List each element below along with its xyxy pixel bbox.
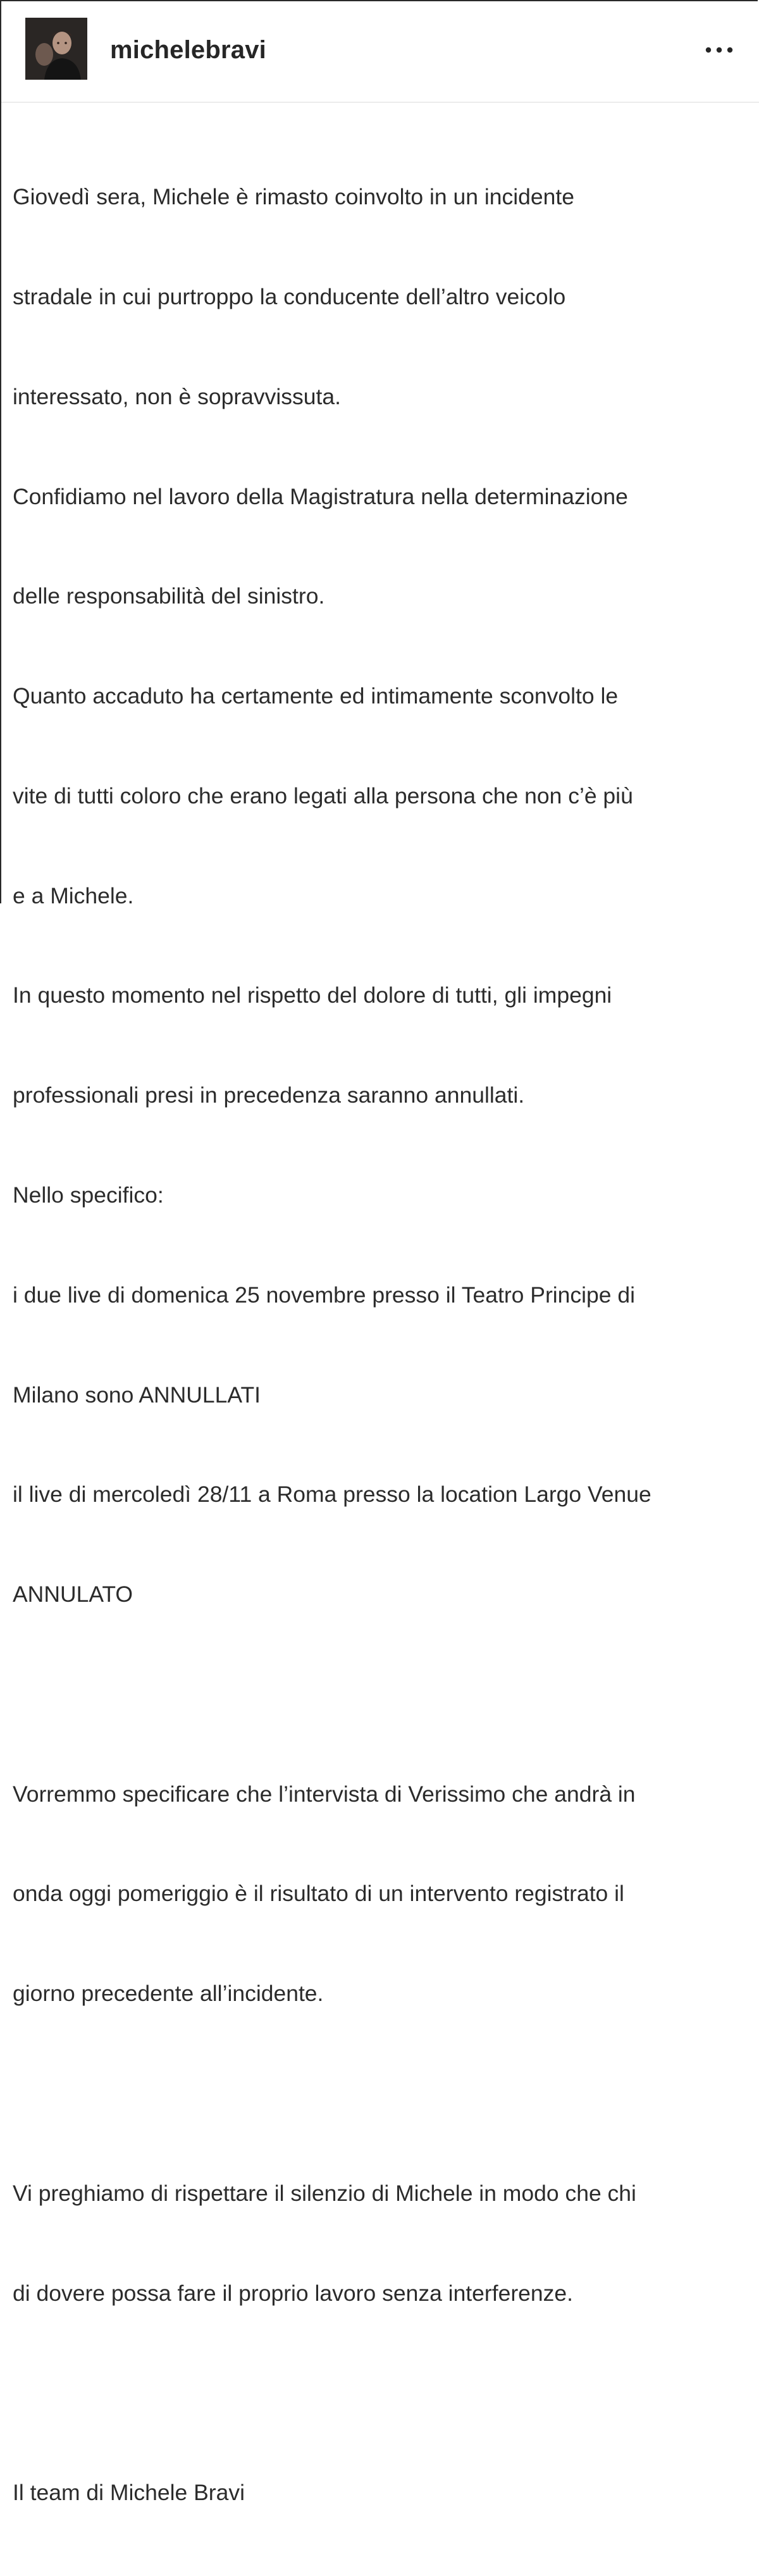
caption-line: di dovere possa fare il proprio lavoro senza interferenze. — [13, 2280, 574, 2306]
post-header — [1, 1, 759, 102]
profile-photo-icon — [25, 18, 87, 80]
caption-line — [13, 1678, 758, 1711]
caption-line — [13, 2077, 758, 2110]
post-caption — [13, 114, 758, 2576]
caption-signature: Il team di Michele Bravi — [13, 2480, 245, 2506]
caption-line: delle responsabilità del sinistro. — [13, 583, 325, 609]
caption-line: Vorremmo specificare che l’intervista di Verissimo che andrà in — [13, 1781, 636, 1807]
caption-line: Giovedì sera, Michele è rimasto coinvolto in un incidente — [13, 184, 574, 210]
caption-line: e a Michele. — [13, 882, 134, 908]
more-options-button[interactable] — [697, 34, 741, 66]
caption-line: onda oggi pomeriggio è il risultato di un intervento registrato il — [13, 1881, 624, 1907]
caption-line: interessato, non è sopravvissuta. — [13, 383, 341, 409]
caption-line: Milano sono ANNULLATI — [13, 1382, 261, 1408]
username[interactable]: michelebravi — [110, 36, 266, 64]
caption-line: Confidiamo nel lavoro della Magistratura nella determinazione — [13, 483, 628, 509]
caption-line: stradale in cui purtroppo la conducente dell’altro veicolo — [13, 283, 566, 309]
caption-line: In questo momento nel rispetto del dolore di tutti, gli impegni — [13, 982, 612, 1008]
caption-line: Vi preghiamo di rispettare il silenzio di Michele in modo che chi — [13, 2180, 636, 2206]
caption-line: Quanto accaduto ha certamente ed intimamente sconvolto le — [13, 683, 619, 709]
caption-line: vite di tutti coloro che erano legati alla persona che non c’è più — [13, 783, 633, 808]
caption-line: i due live di domenica 25 novembre presso il Teatro Principe di — [13, 1282, 636, 1308]
caption-line: ANNULATO — [13, 1582, 133, 1607]
caption-line: giorno precedente all’incidente. — [13, 1981, 324, 2007]
caption-line: il live di mercoledì 28/11 a Roma presso la location Largo Venue — [13, 1482, 651, 1508]
caption-line: professionali presi in precedenza saranno annullati. — [13, 1082, 525, 1108]
caption-line: Nello specifico: — [13, 1182, 164, 1208]
caption-line — [13, 2376, 758, 2410]
avatar[interactable] — [25, 18, 87, 80]
more-horizontal-icon — [705, 47, 733, 53]
